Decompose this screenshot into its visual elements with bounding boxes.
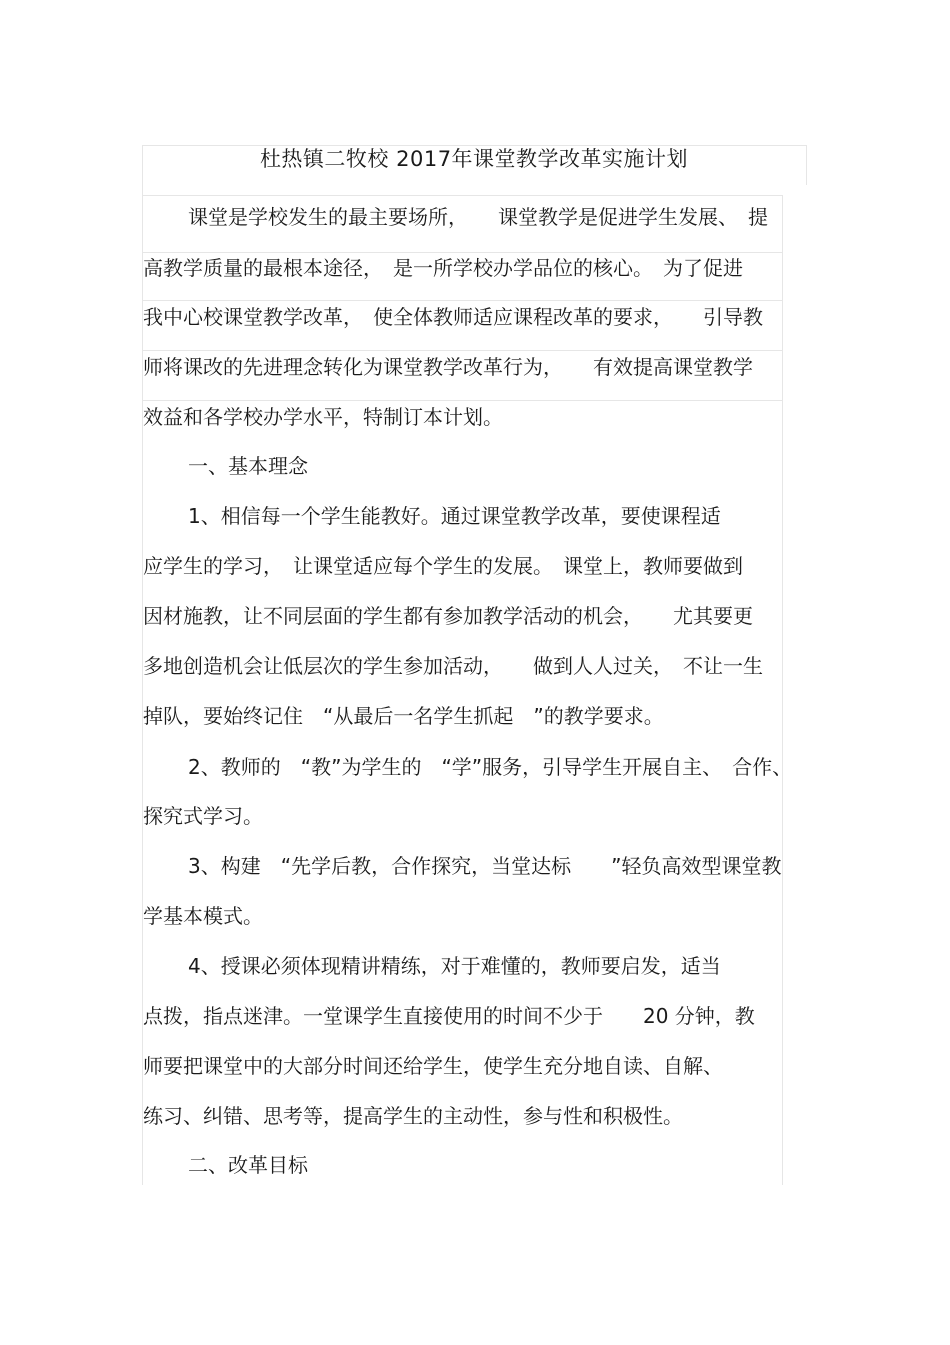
table-rule xyxy=(142,400,782,401)
paragraph-line: 效益和各学校办学水平，特制订本计划。 xyxy=(143,405,503,429)
paragraph-line: 因材施教，让不同层面的学生都有参加教学活动的机会， 尤其要更 xyxy=(143,604,753,628)
paragraph-line: 课堂是学校发生的最主要场所， 课堂教学是促进学生发展、 提 xyxy=(188,205,768,229)
paragraph-line: 我中心校课堂教学改革， 使全体教师适应课程改革的要求， 引导教 xyxy=(143,305,763,329)
paragraph-line: 2、教师的 “教”为学生的 “学”服务，引导学生开展自主、 合作、 xyxy=(188,755,793,779)
paragraph-line: 掉队，要始终记住 “从最后一名学生抓起 ”的教学要求。 xyxy=(143,704,664,728)
paragraph-line: 高教学质量的最根本途径， 是一所学校办学品位的核心。 为了促进 xyxy=(143,256,743,280)
paragraph-line: 学基本模式。 xyxy=(143,904,263,928)
table-rule xyxy=(142,300,782,301)
table-rule xyxy=(142,195,782,196)
paragraph-line: 1、相信每一个学生能教好。通过课堂教学改革，要使课程适 xyxy=(188,504,721,528)
paragraph-line: 探究式学习。 xyxy=(143,804,263,828)
table-rule xyxy=(142,350,782,351)
table-rule xyxy=(806,145,807,185)
paragraph-line: 多地创造机会让低层次的学生参加活动， 做到人人过关， 不让一生 xyxy=(143,654,763,678)
paragraph-line: 师要把课堂中的大部分时间还给学生，使学生充分地自读、自解、 xyxy=(143,1054,723,1078)
paragraph-line: 3、构建 “先学后教，合作探究，当堂达标 ”轻负高效型课堂教 xyxy=(188,854,782,878)
paragraph-line: 4、授课必须体现精讲精练，对于难懂的，教师要启发，适当 xyxy=(188,954,721,978)
paragraph-line: 应学生的学习， 让课堂适应每个学生的发展。 课堂上，教师要做到 xyxy=(143,554,743,578)
table-rule xyxy=(782,195,783,1185)
paragraph-line: 师将课改的先进理念转化为课堂教学改革行为， 有效提高课堂教学 xyxy=(143,355,753,379)
paragraph-line: 练习、纠错、思考等，提高学生的主动性，参与性和积极性。 xyxy=(143,1104,683,1128)
paragraph-line: 点拨，指点迷津。一堂课学生直接使用的时间不少于 20 分钟，教 xyxy=(143,1004,755,1028)
document-title: 杜热镇二牧校 2017年课堂教学改革实施计划 xyxy=(259,147,689,171)
section-heading: 二、改革目标 xyxy=(188,1153,308,1177)
section-heading: 一、基本理念 xyxy=(188,454,308,478)
